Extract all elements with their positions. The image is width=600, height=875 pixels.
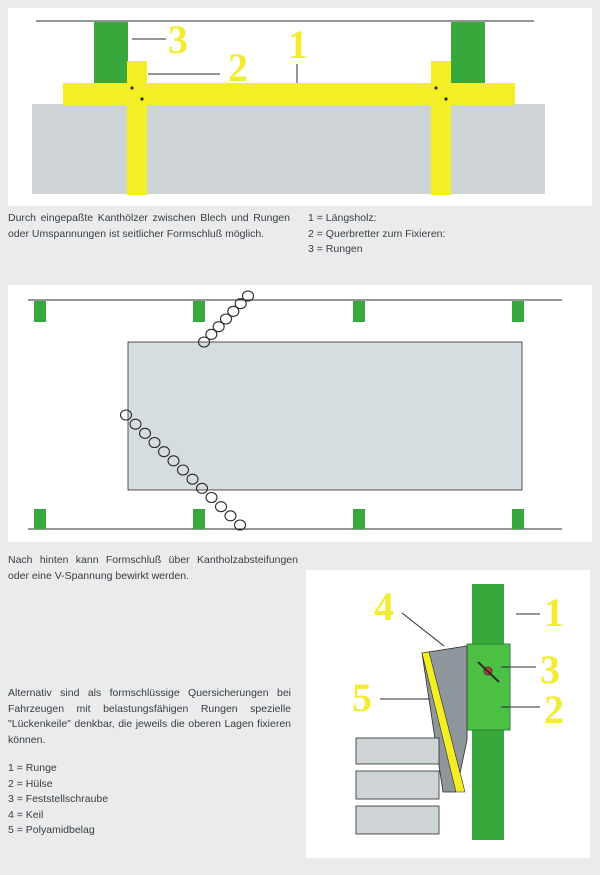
callout-1: 1: [288, 22, 308, 67]
figure1-panel: [8, 8, 592, 206]
cargo-block: [128, 342, 522, 490]
chain-upper: [199, 291, 254, 347]
legend-item: 3 = Feststellschraube: [8, 793, 109, 805]
nail: [140, 97, 143, 100]
figure1-caption: Durch eingepaßte Kanthölzer zwischen Blech und Rungen oder Umspannungen ist seitlicher Formschluß möglich.: [8, 212, 290, 240]
nail: [434, 86, 437, 89]
chain-link: [206, 493, 217, 503]
callout-5: 5: [352, 675, 372, 720]
stake: [34, 509, 46, 529]
legend-item: 3 = Rungen: [308, 243, 363, 255]
legend-item: 2 = Querbretter zum Fixieren:: [308, 227, 446, 240]
callout-1: 1: [544, 590, 564, 635]
legend-item: 5 = Polyamidbelag: [8, 824, 95, 836]
cross-board-right: [431, 61, 451, 195]
legend-item: 2 = Hülse: [8, 777, 53, 790]
legend-item: 1 = Runge: [8, 762, 57, 774]
callout-3: 3: [540, 647, 560, 692]
callout-2: 2: [228, 45, 248, 90]
stake: [193, 301, 205, 322]
cross-board-left: [127, 61, 147, 195]
callout-3: 3: [168, 17, 188, 62]
stake: [512, 301, 524, 322]
sleeve: [467, 644, 510, 730]
cargo-board: [356, 806, 439, 834]
figure3-legend: [8, 761, 108, 839]
stake: [34, 301, 46, 322]
cargo-board: [356, 771, 439, 799]
stake: [193, 509, 205, 529]
figure2-panel: [8, 285, 592, 542]
stake: [512, 509, 524, 529]
nail: [444, 97, 447, 100]
legend-item: 4 = Keil: [8, 808, 44, 821]
legend-item: 1 = Längsholz:: [308, 212, 377, 224]
figure3-diagram: [306, 570, 590, 858]
callout-4: 4: [374, 584, 394, 629]
chain-link: [225, 511, 236, 521]
stake: [353, 509, 365, 529]
stake-right: [451, 22, 485, 85]
cargo-block: [32, 104, 545, 194]
figure2-diagram: [8, 285, 592, 542]
figure1-legend: [308, 211, 445, 258]
figure3-caption: Alternativ sind als formschlüssige Quersicherungen bei Fahrzeugen mit belastungsfähigen Rungen spezielle "Lückenkeile" denkbar, die jeweils die oberen Lagen fixieren können.: [8, 687, 291, 746]
chain-link: [216, 502, 227, 512]
nail: [130, 86, 133, 89]
callout-2: 2: [544, 687, 564, 732]
stake: [353, 301, 365, 322]
stake-left: [94, 22, 128, 85]
cargo-board: [356, 738, 439, 764]
figure1-diagram: [8, 8, 592, 206]
figure3-panel: [306, 570, 590, 858]
figure2-caption: Nach hinten kann Formschluß über Kantholzabsteifungen oder eine V-Spannung bewirkt werden.: [8, 554, 298, 582]
callout-line-4: [402, 613, 444, 646]
